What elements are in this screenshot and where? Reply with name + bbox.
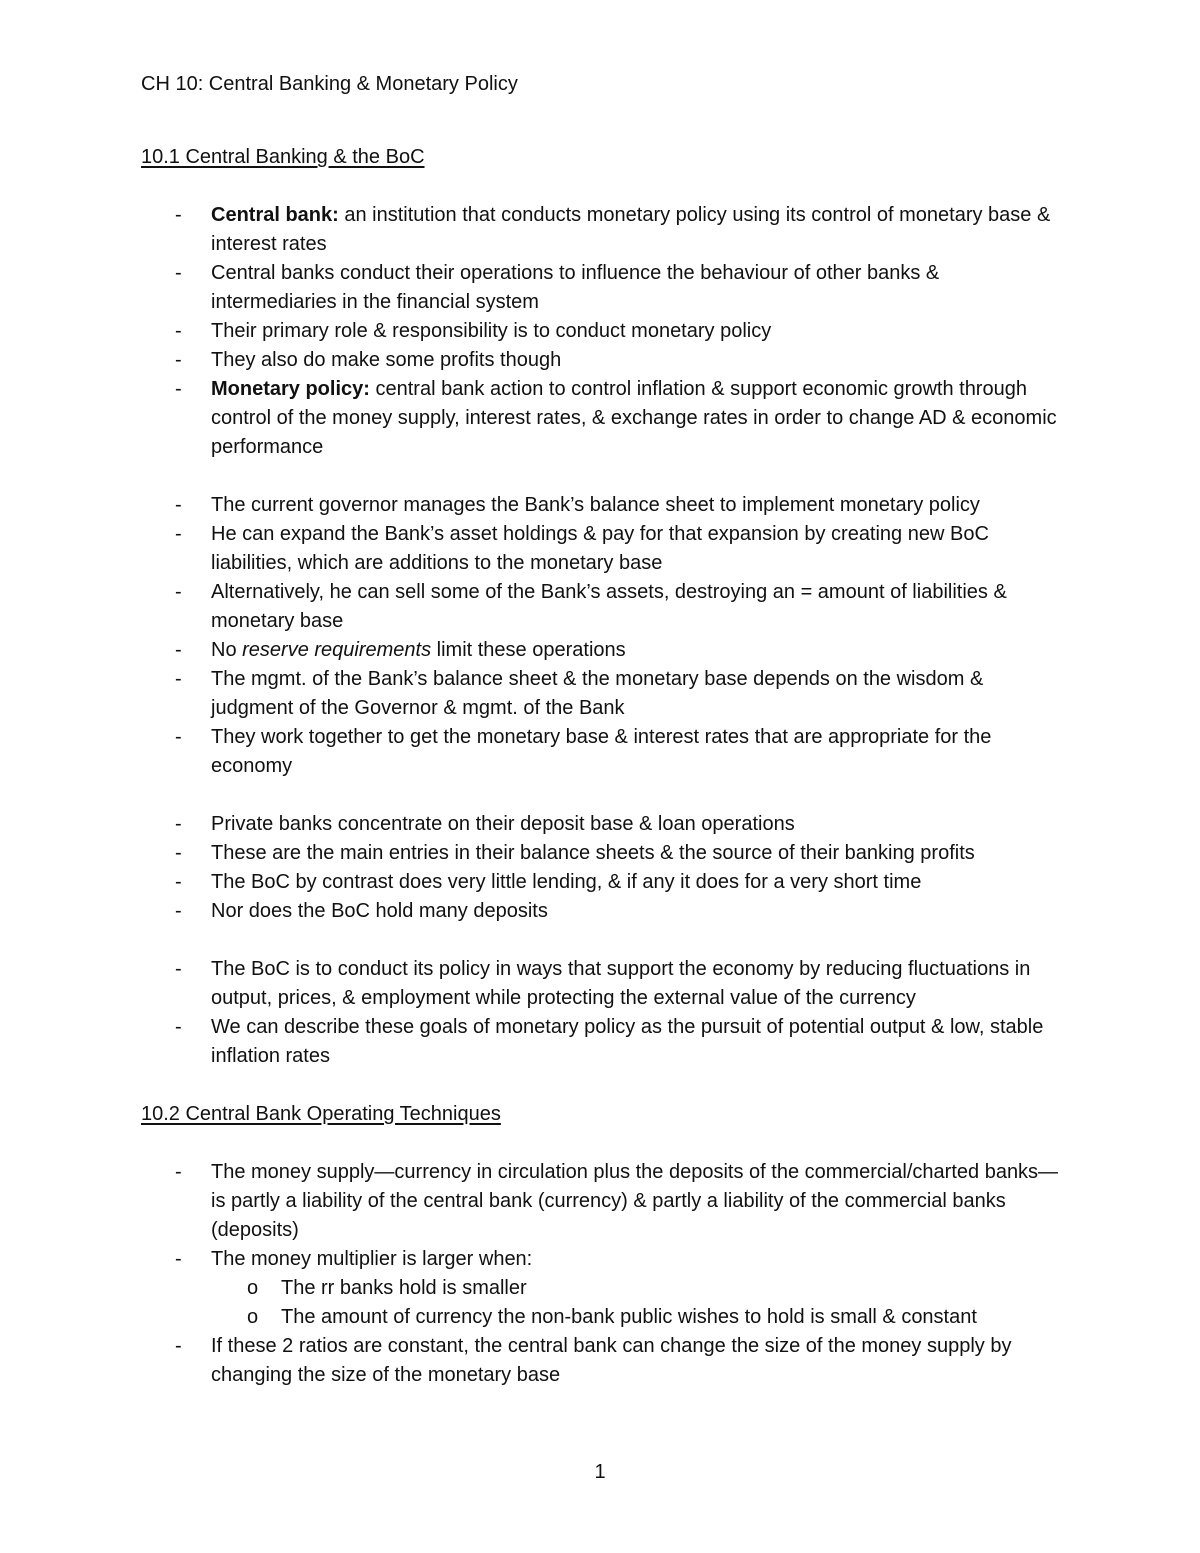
item-text: The mgmt. of the Bank’s balance sheet & the monetary base depends on the wisdom & judgment of the Governor & mgmt. of the Bank xyxy=(211,668,984,719)
page-number: 1 xyxy=(594,1461,606,1483)
item-text-post: limit these operations xyxy=(431,639,626,661)
list-item xyxy=(141,868,1061,897)
sub-item-text: The amount of currency the non-bank public wishes to hold is small & constant xyxy=(281,1306,977,1328)
dash-bullet: - xyxy=(175,668,182,690)
item-text: He can expand the Bank’s asset holdings & pay for that expansion by creating new BoC liabilities, which are additions to the monetary base xyxy=(211,523,989,574)
list-item xyxy=(141,839,1061,868)
list-item xyxy=(141,665,1061,723)
list-item xyxy=(141,723,1061,781)
definition-text: an institution that conducts monetary policy using its control of monetary base & interest rates xyxy=(211,204,1051,255)
list-item xyxy=(141,375,1061,462)
dash-bullet: - xyxy=(175,494,182,516)
item-text: The money multiplier is larger when: xyxy=(211,1248,533,1270)
item-text: Their primary role & responsibility is to conduct monetary policy xyxy=(211,320,772,342)
document-title: CH 10: Central Banking & Monetary Policy xyxy=(141,73,518,95)
dash-bullet: - xyxy=(175,1335,182,1357)
item-text: We can describe these goals of monetary policy as the pursuit of potential output & low, stable inflation rates xyxy=(211,1016,1044,1067)
list-item xyxy=(141,317,1061,346)
sub-list-item xyxy=(211,1303,1061,1332)
bullet-list xyxy=(141,955,1061,1071)
item-text: Nor does the BoC hold many deposits xyxy=(211,900,548,922)
dash-bullet: - xyxy=(175,726,182,748)
list-item xyxy=(141,955,1061,1013)
item-text: The current governor manages the Bank’s balance sheet to implement monetary policy xyxy=(211,494,980,516)
list-item xyxy=(141,1245,1061,1332)
list-item xyxy=(141,1013,1061,1071)
emphasis-reserve-requirements: reserve requirements xyxy=(242,639,432,661)
bullet-list xyxy=(141,810,1061,926)
dash-bullet: - xyxy=(175,900,182,922)
circle-bullet: o xyxy=(247,1277,259,1299)
circle-bullet: o xyxy=(247,1306,259,1328)
dash-bullet: - xyxy=(175,523,182,545)
dash-bullet: - xyxy=(175,639,182,661)
dash-bullet: - xyxy=(175,1161,182,1183)
term-central-bank: Central bank: xyxy=(211,204,339,226)
list-item xyxy=(141,201,1061,259)
dash-bullet: - xyxy=(175,349,182,371)
item-text: If these 2 ratios are constant, the central bank can change the size of the money supply by changing the size of the monetary base xyxy=(211,1335,1012,1386)
sub-list xyxy=(211,1274,1061,1332)
list-item xyxy=(141,1332,1061,1390)
list-item xyxy=(141,578,1061,636)
section-heading-10-1: 10.1 Central Banking & the BoC xyxy=(141,146,425,168)
sub-item-text: The rr banks hold is smaller xyxy=(281,1277,527,1299)
item-text: They work together to get the monetary base & interest rates that are appropriate for the economy xyxy=(211,726,992,777)
list-item xyxy=(141,897,1061,926)
sub-list-item xyxy=(211,1274,1061,1303)
item-text: These are the main entries in their balance sheets & the source of their banking profits xyxy=(211,842,975,864)
dash-bullet: - xyxy=(175,813,182,835)
dash-bullet: - xyxy=(175,958,182,980)
section-heading-10-2: 10.2 Central Bank Operating Techniques xyxy=(141,1103,501,1125)
dash-bullet: - xyxy=(175,204,182,226)
item-text: They also do make some profits though xyxy=(211,349,562,371)
document-page xyxy=(141,70,1061,1390)
item-text: Central banks conduct their operations to influence the behaviour of other banks & intermediaries in the financial system xyxy=(211,262,940,313)
dash-bullet: - xyxy=(175,1248,182,1270)
item-text-pre: No xyxy=(211,639,243,661)
list-item xyxy=(141,346,1061,375)
term-monetary-policy: Monetary policy: xyxy=(211,378,370,400)
list-item xyxy=(141,259,1061,317)
item-text: The BoC is to conduct its policy in ways that support the economy by reducing fluctuations in output, prices, & employment while protecting the external value of the currency xyxy=(211,958,1031,1009)
dash-bullet: - xyxy=(175,1016,182,1038)
item-text: Private banks concentrate on their deposit base & loan operations xyxy=(211,813,795,835)
dash-bullet: - xyxy=(175,581,182,603)
bullet-list xyxy=(141,491,1061,781)
list-item xyxy=(141,1158,1061,1245)
item-text: The BoC by contrast does very little lending, & if any it does for a very short time xyxy=(211,871,922,893)
bullet-list xyxy=(141,1158,1061,1390)
dash-bullet: - xyxy=(175,378,182,400)
list-item xyxy=(141,636,1061,665)
dash-bullet: - xyxy=(175,842,182,864)
dash-bullet: - xyxy=(175,320,182,342)
dash-bullet: - xyxy=(175,871,182,893)
list-item xyxy=(141,520,1061,578)
definition-text: central bank action to control inflation & support economic growth through control of the money supply, interest rates, & exchange rates in order to change AD & economic performance xyxy=(211,378,1057,458)
bullet-list xyxy=(141,201,1061,462)
item-text: Alternatively, he can sell some of the Bank’s assets, destroying an = amount of liabilities & monetary base xyxy=(211,581,1007,632)
list-item xyxy=(141,810,1061,839)
list-item xyxy=(141,491,1061,520)
dash-bullet: - xyxy=(175,262,182,284)
item-text: The money supply—currency in circulation plus the deposits of the commercial/charted banks—is partly a liability of the central bank (currency) & partly a liability of the commercial banks (deposits) xyxy=(211,1161,1059,1241)
